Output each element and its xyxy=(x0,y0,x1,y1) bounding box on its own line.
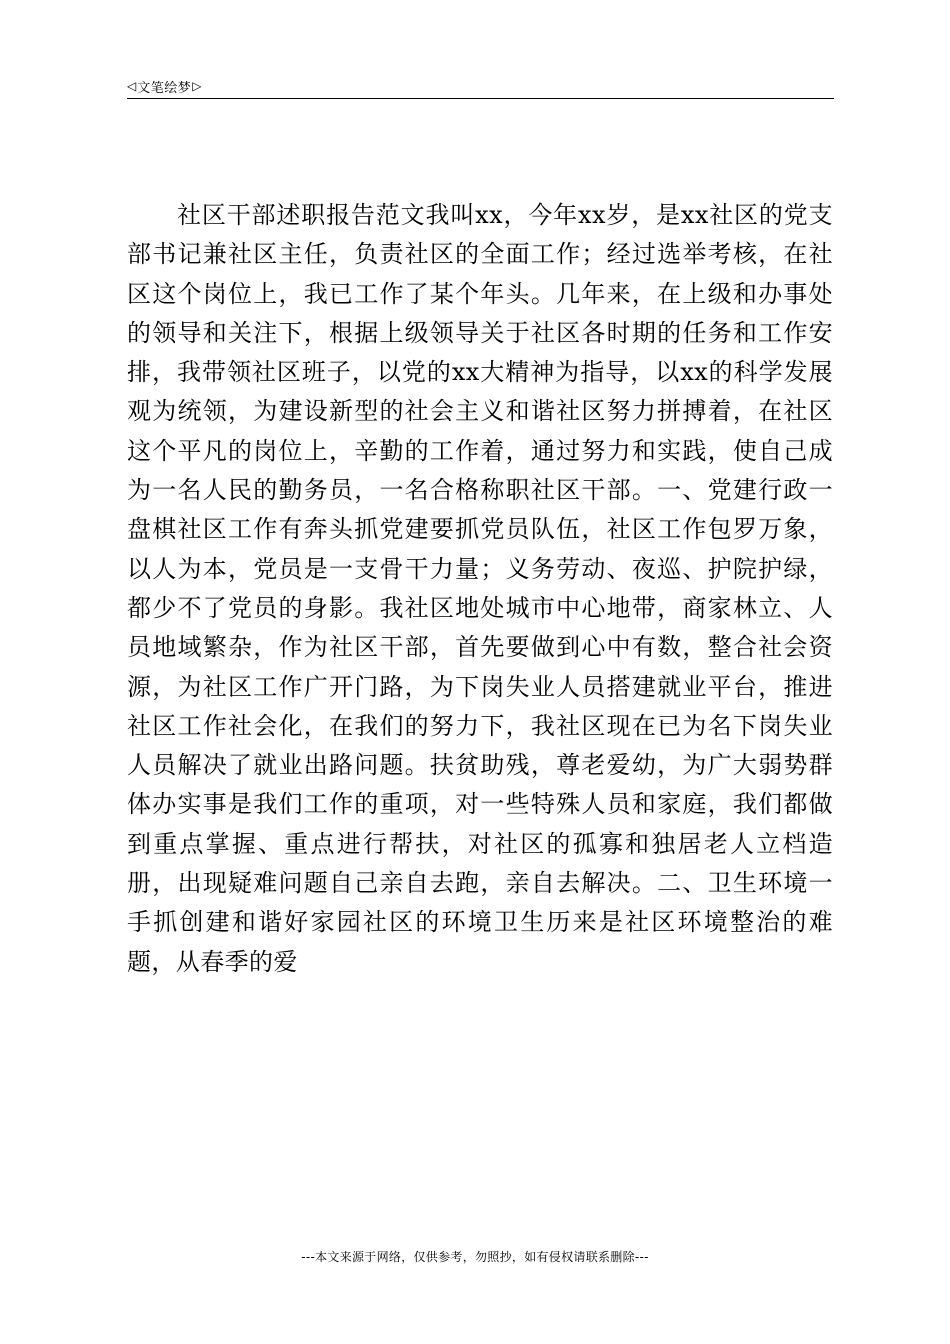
header-brand: 文笔绘梦 xyxy=(137,80,192,96)
footer-notice: ---本文来源于网络，仅供参考，勿照抄，如有侵权请联系删除--- xyxy=(301,1250,649,1264)
page-header xyxy=(127,74,834,99)
right-triangle-icon: ▷ xyxy=(192,79,202,93)
body-paragraph: 社区干部述职报告范文我叫xx，今年xx岁，是xx社区的党支部书记兼社区主任，负责社区的全面工作；经过选举考核，在社区这个岗位上，我已工作了某个年头。几年来，在上级和办事处的领导和关注下，根据上级领导关于社区各时期的任务和工作安排，我带领社区班子，以党的xx大精神为指导，以xx的科学发展观为统领，为建设新型的社会主义和谐社区努力拼搏着，在社区这个平凡的岗位上，辛勤的工作着，通过努力和实践，使自己成为一名人民的勤务员，一名合格称职社区干部。一、党建行政一盘棋社区工作有奔头抓党建要抓党员队伍，社区工作包罗万象，以人为本，党员是一支骨干力量；义务劳动、夜巡、护院护绿，都少不了党员的身影。我社区地处城市中心地带，商家林立、人员地域繁杂，作为社区干部，首先要做到心中有数，整合社会资源，为社区工作广开门路，为下岗失业人员搭建就业平台，推进社区工作社会化，在我们的努力下，我社区现在已为名下岗失业人员解决了就业出路问题。扶贫助残，尊老爱幼，为广大弱势群体办实事是我们工作的重项，对一些特殊人员和家庭，我们都做到重点掌握、重点进行帮扶，对社区的孤寡和独居老人立档造册，出现疑难问题自己亲自去跑，亲自去解决。二、卫生环境一手抓创建和谐好家园社区的环境卫生历来是社区环境整治的难题，从春季的爱 xyxy=(127,201,833,976)
left-triangle-icon: ◁ xyxy=(127,79,137,93)
